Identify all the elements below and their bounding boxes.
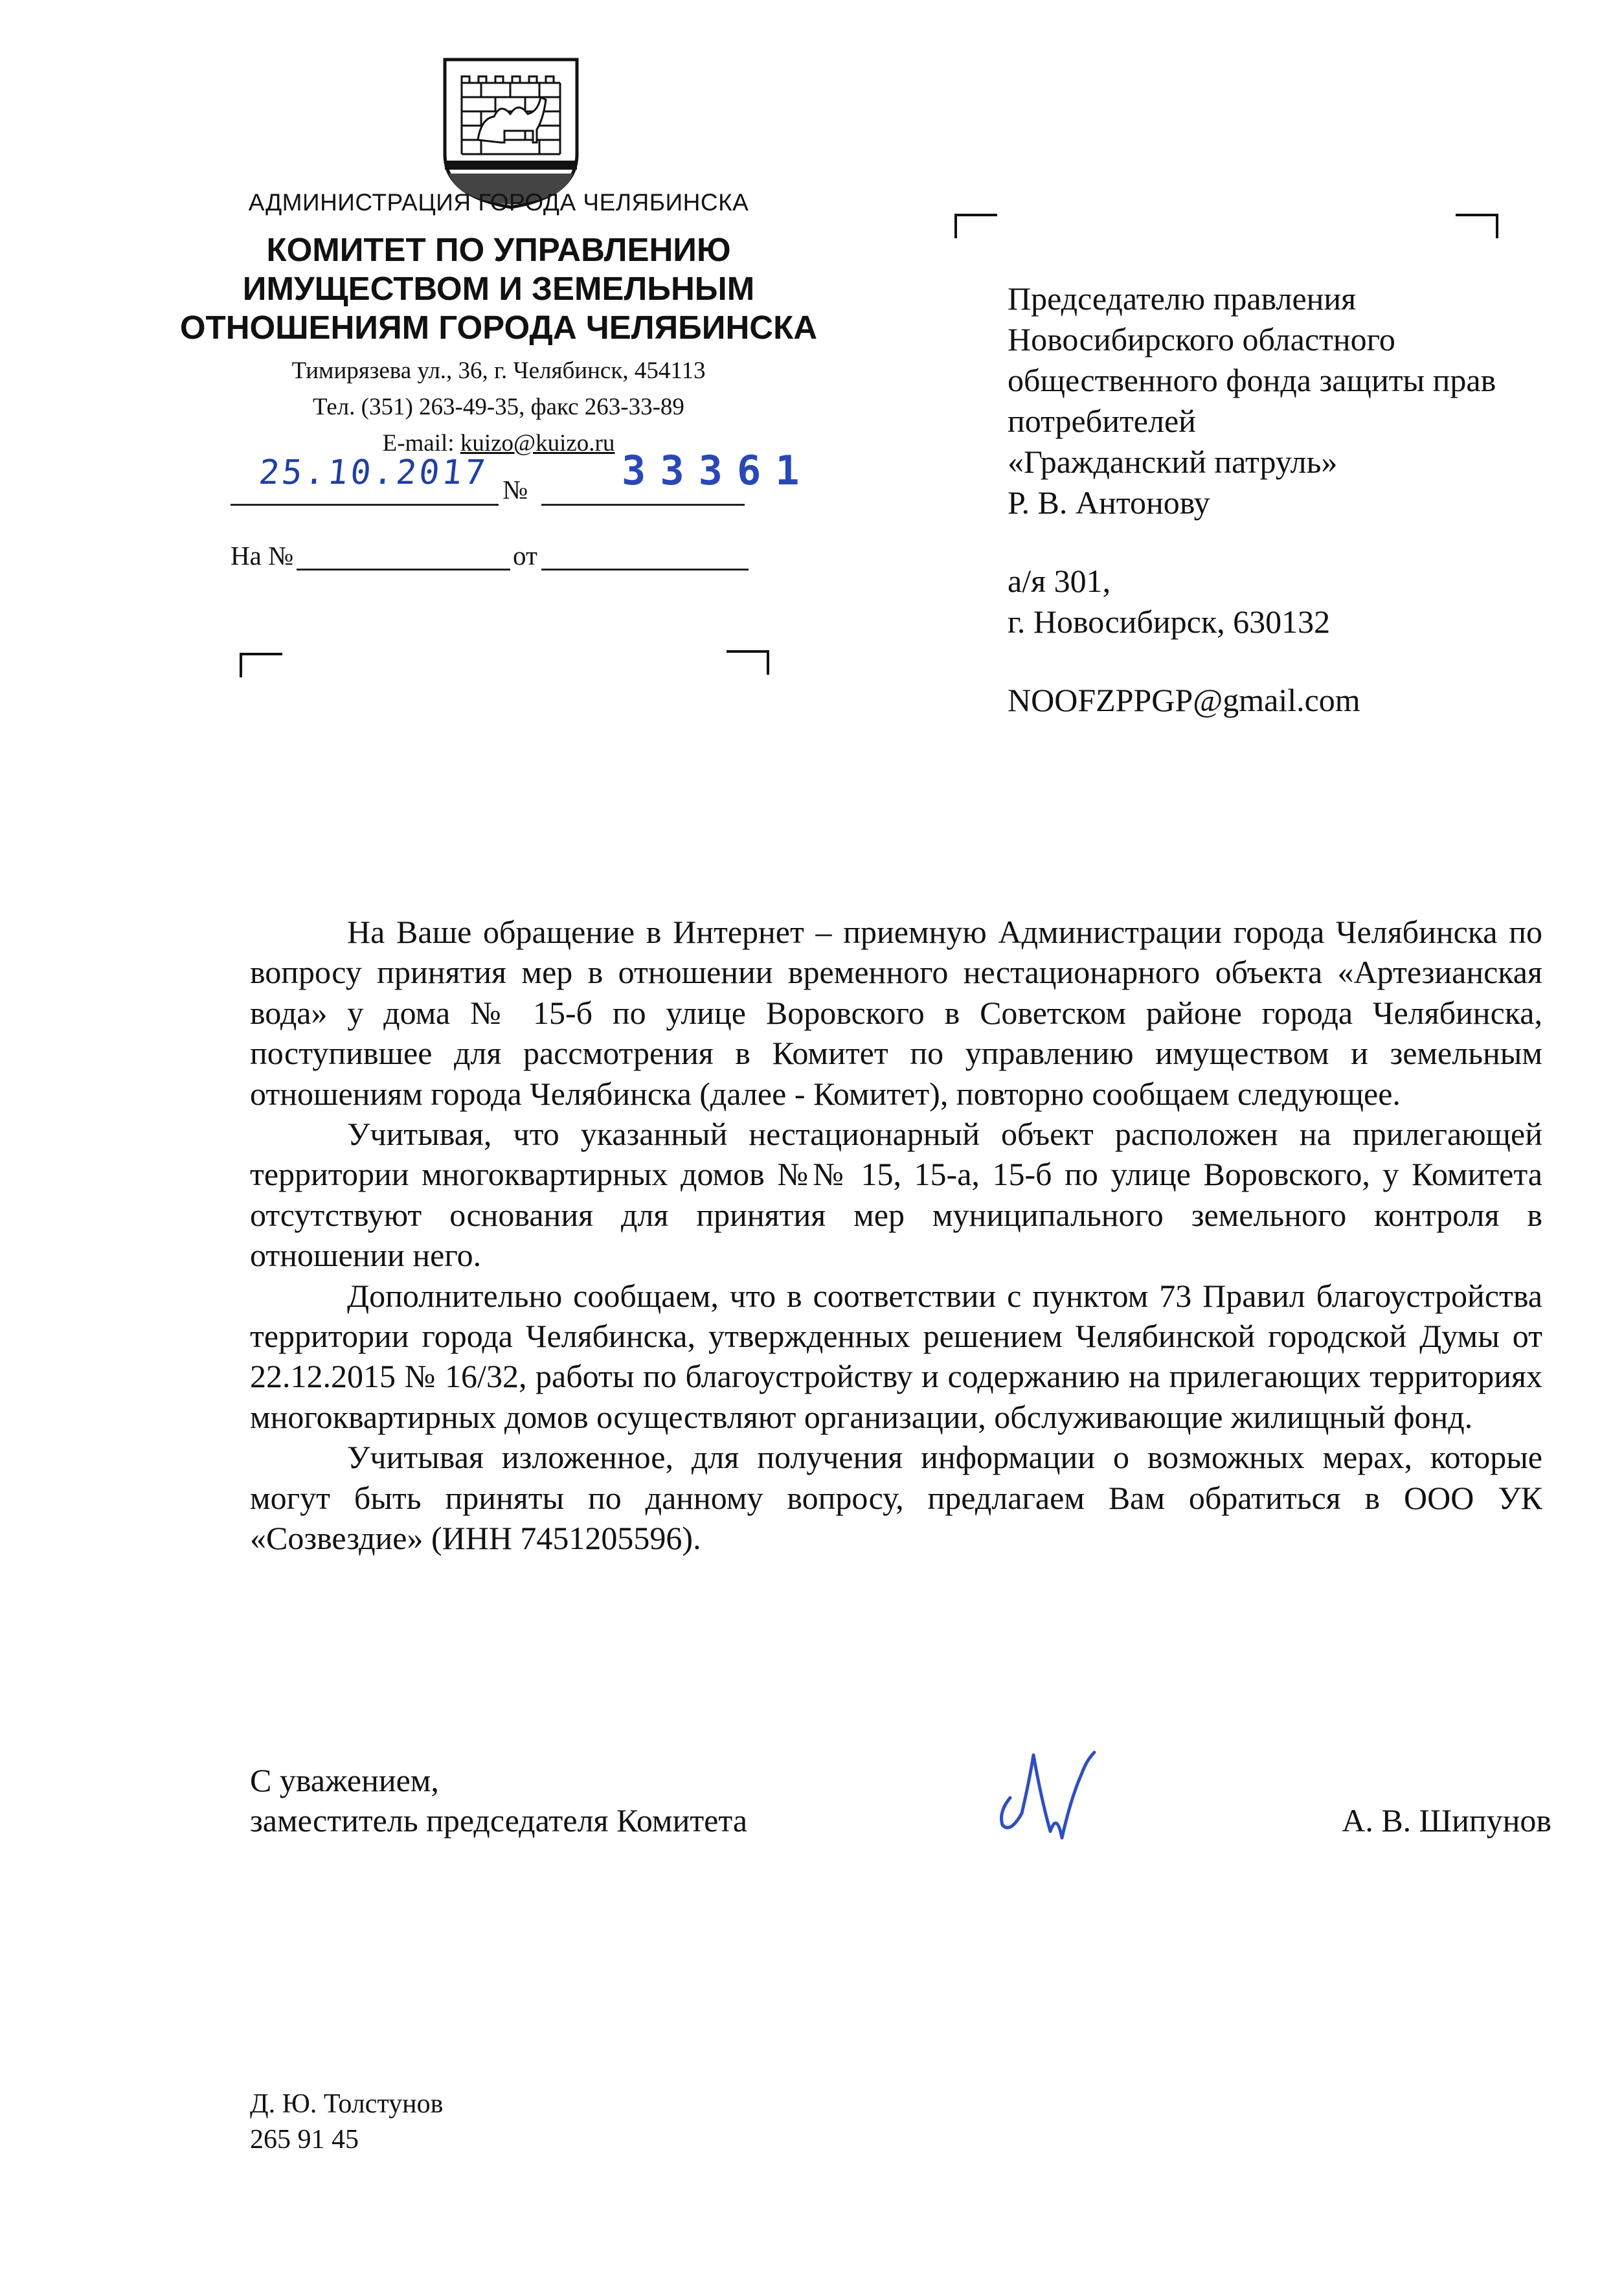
addressee-line: потребителей	[1008, 403, 1196, 439]
committee-title-line: ИМУЩЕСТВОМ И ЗЕМЕЛЬНЫМ	[242, 270, 755, 307]
closing-phrase: С уважением,	[250, 1762, 439, 1798]
addressee-line: Р. В. Антонову	[1008, 484, 1210, 521]
signature-block	[250, 1760, 747, 1840]
reply-to-label: На №	[231, 541, 294, 571]
corner-mark-top-left	[954, 214, 997, 238]
signatory-position: заместитель председателя Комитета	[250, 1802, 748, 1839]
body-paragraph: На Ваше обращение в Интернет – приемную Администрации города Челябинска по вопросу принятия мер в отношении временного нестационарного объекта «Артезианская вода» у дома № 15-б по улице Воровского в Советском районе города Челябинска, поступившее для рассмотрения в Комитет по управлению имуществом и земельным отношениям города Челябинска (далее - Комитет), повторно сообщаем следующее.	[250, 914, 1542, 1112]
committee-title-line: ОТНОШЕНИЯМ ГОРОДА ЧЕЛЯБИНСКА	[179, 309, 818, 346]
committee-phone: Тел. (351) 263-49-35, факс 263-33-89	[313, 394, 684, 420]
addressee-block	[1008, 278, 1590, 721]
corner-mark-top-right	[1456, 214, 1498, 238]
email-label: E-mail:	[382, 430, 460, 457]
outgoing-number-label: №	[502, 475, 528, 504]
executor-phone: 265 91 45	[250, 2125, 359, 2155]
body-paragraph: Учитывая, что указанный нестационарный объект расположен на прилегающей территории многоквартирных домов №№ 15, 15-а, 15-б по улице Воровского, у Комитета отсутствуют основания для принятия мер муниципального земельного контроля в отношении него.	[250, 1116, 1542, 1274]
outgoing-number-line	[541, 504, 745, 506]
addressee-postal-line: г. Новосибирск, 630132	[1008, 604, 1331, 640]
addressee-email[interactable]: NOOFZPPGP@gmail.com	[1008, 682, 1360, 718]
body-paragraph: Дополнительно сообщаем, что в соответствии с пунктом 73 Правил благоустройства территории города Челябинска, утвержденных решением Челябинской городской Думы от 22.12.2015 № 16/32, работы по благоустройству и содержанию на прилегающих территориях многоквартирных домов осуществляют организации, обслуживающие жилищный фонд.	[250, 1277, 1542, 1435]
committee-address: Тимирязева ул., 36, г. Челябинск, 454113	[291, 357, 706, 384]
addressee-line: общественного фонда защиты прав	[1008, 362, 1496, 398]
body-paragraph: Учитывая изложенное, для получения информации о возможных мерах, которые могут быть приняты по данному вопросу, предлагаем Вам обратиться в ООО УК «Созвездие» (ИНН 7451205596).	[250, 1439, 1542, 1557]
corner-mark-top-left	[240, 653, 282, 677]
reply-from-label: от	[513, 541, 537, 571]
handwritten-signature	[984, 1741, 1107, 1857]
corner-mark-top-right	[727, 650, 769, 675]
administration-title: АДМИНИСТРАЦИЯ ГОРОДА ЧЕЛЯБИНСКА	[248, 189, 749, 216]
reply-to-line	[297, 569, 510, 571]
signatory-name: А. В. Шипунов	[1342, 1802, 1551, 1839]
addressee-line: Председателю правления	[1008, 280, 1357, 317]
executor-block	[250, 2087, 443, 2158]
outgoing-date-stamp: 25.10.2017	[256, 453, 490, 492]
executor-name: Д. Ю. Толстунов	[250, 2089, 444, 2119]
committee-title-line: КОМИТЕТ ПО УПРАВЛЕНИЮ	[266, 231, 731, 268]
addressee-postal-line: а/я 301,	[1008, 563, 1111, 599]
coat-of-arms-emblem	[442, 57, 580, 210]
outgoing-date-line	[231, 504, 499, 506]
letter-body	[250, 912, 1542, 1559]
committee-title	[162, 231, 835, 347]
addressee-line: Новосибирского областного	[1008, 321, 1395, 357]
reply-from-line	[541, 569, 749, 571]
outgoing-number-stamp: 33361	[622, 447, 814, 494]
email-link[interactable]: kuizo@kuizo.ru	[460, 430, 615, 457]
committee-contacts	[214, 353, 784, 462]
addressee-line: «Гражданский патруль»	[1008, 444, 1338, 480]
